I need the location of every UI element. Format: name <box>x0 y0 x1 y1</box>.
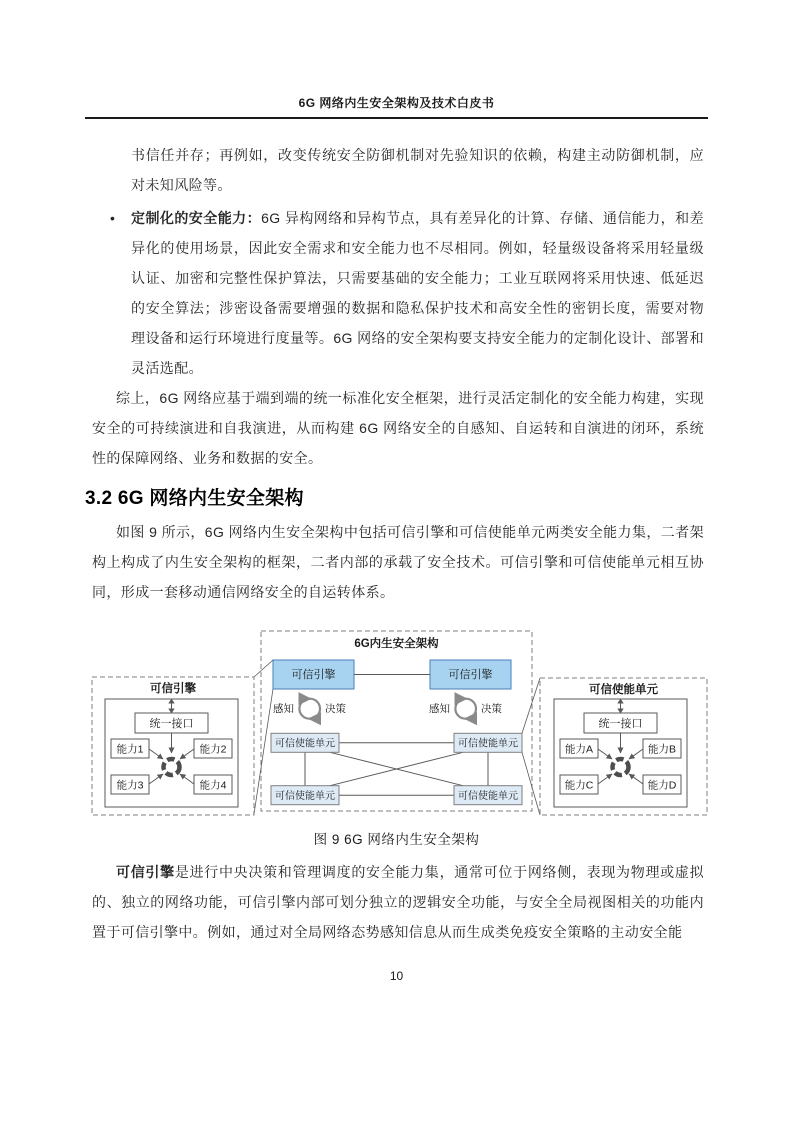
decide-label-right: 决策 <box>481 703 502 715</box>
figure-9 <box>85 627 708 821</box>
section-heading: 3.2 6G 网络内生安全架构 <box>85 488 304 509</box>
callout-lines-right <box>522 678 540 815</box>
enabling-unit-label-tr: 可信使能单元 <box>458 738 518 750</box>
callout-lines-left <box>254 660 273 814</box>
figure-caption: 图 9 6G 网络内生安全架构 <box>313 832 480 847</box>
paragraph-engine-lead-bold: 可信引擎 <box>116 864 175 880</box>
capability-c-label: 能力C <box>564 779 594 792</box>
enabling-unit-label-tl: 可信使能单元 <box>275 738 335 750</box>
cycle-icon-left <box>299 699 320 719</box>
enabling-unit-panel-title: 可信使能单元 <box>589 684 658 696</box>
paragraph-intro: 如图 9 所示，6G 网络内生安全架构中包括可信引擎和可信使能单元两类安全能力集，二者架构上构成了内生安全架构的框架，二者内部的承载了安全技术。可信引擎和可信使能单元相互协同，形成一套移动通信网络安全的自运转体系。 <box>92 524 704 600</box>
unified-interface-label-left: 统一接口 <box>149 718 194 730</box>
perceive-label-right: 感知 <box>429 703 450 715</box>
bullet-paragraph <box>131 203 704 383</box>
enabling-unit-label-br: 可信使能单元 <box>458 791 518 802</box>
header-rule <box>85 117 708 119</box>
capability-b-label: 能力B <box>647 743 677 756</box>
architecture-panel <box>261 631 532 811</box>
bullet-lead-bold: 定制化的安全能力： <box>131 210 262 226</box>
capability-a-label: 能力A <box>564 743 594 756</box>
enabling-unit-label-bl: 可信使能单元 <box>275 791 335 802</box>
engine-label-right: 可信引擎 <box>448 669 493 681</box>
page-number: 10 <box>389 969 404 983</box>
capability-d-label: 能力D <box>647 779 677 792</box>
bullet-text: 6G 异构网络和异构节点，具有差异化的计算、存储、通信能力，和差异化的使用场景，因此安全需求和安全能力也不尽相同。例如，轻量级设备将采用轻量级认证、加密和完整性保护算法，只需要基础的安全能力；工业互联网将采用快速、低延迟的安全算法；涉密设备需要增强的数据和隐私保护技术和高安全性的密钥长度，需要对物理设备和运行环境进行度量等。6G 网络的安全架构要支持安全能力的定制化设计、部署和灵活选配。 <box>131 210 704 376</box>
paragraph-summary: 综上，6G 网络应基于端到端的统一标准化安全框架，进行灵活定制化的安全能力构建，实现安全的可持续演进和自我演进，从而构建 6G 网络安全的自感知、自运转和自演进的闭环，系统性的保障网络、业务和数据的安全。 <box>92 390 704 466</box>
capability-1-label: 能力1 <box>116 743 144 756</box>
trusted-engine-panel <box>92 677 254 815</box>
page-header-title: 6G 网络内生安全架构及技术白皮书 <box>298 96 495 110</box>
enabling-unit-panel <box>540 678 707 815</box>
trusted-engine-panel-title: 可信引擎 <box>150 683 196 695</box>
unified-interface-label-right: 统一接口 <box>598 718 643 730</box>
capability-4-label: 能力4 <box>199 779 227 792</box>
paragraph-engine-text: 是进行中央决策和管理调度的安全能力集，通常可位于网络侧，表现为物理或虚拟的、独立的网络功能，可信引擎内部可划分独立的逻辑安全功能，与安全全局视图相关的功能内置于可信引擎中。例如，通过对全局网络态势感知信息从而生成类免疫安全策略的主动安全能 <box>92 864 704 940</box>
cycle-icon-right <box>455 699 476 719</box>
engine-label-left: 可信引擎 <box>291 669 336 681</box>
capability-2-label: 能力2 <box>199 743 227 756</box>
architecture-panel-box <box>261 631 532 811</box>
decide-label-left: 决策 <box>325 703 346 715</box>
bullet-item <box>92 203 704 383</box>
paragraph-continuation: 书信任并存；再例如，改变传统安全防御机制对先验知识的依赖，构建主动防御机制，应对未知风险等。 <box>131 147 704 193</box>
architecture-panel-title: 6G内生安全架构 <box>354 638 439 650</box>
bullet-marker: • <box>110 210 115 226</box>
capability-3-label: 能力3 <box>116 779 144 792</box>
perceive-label-left: 感知 <box>273 703 294 715</box>
paragraph-engine <box>92 857 704 947</box>
